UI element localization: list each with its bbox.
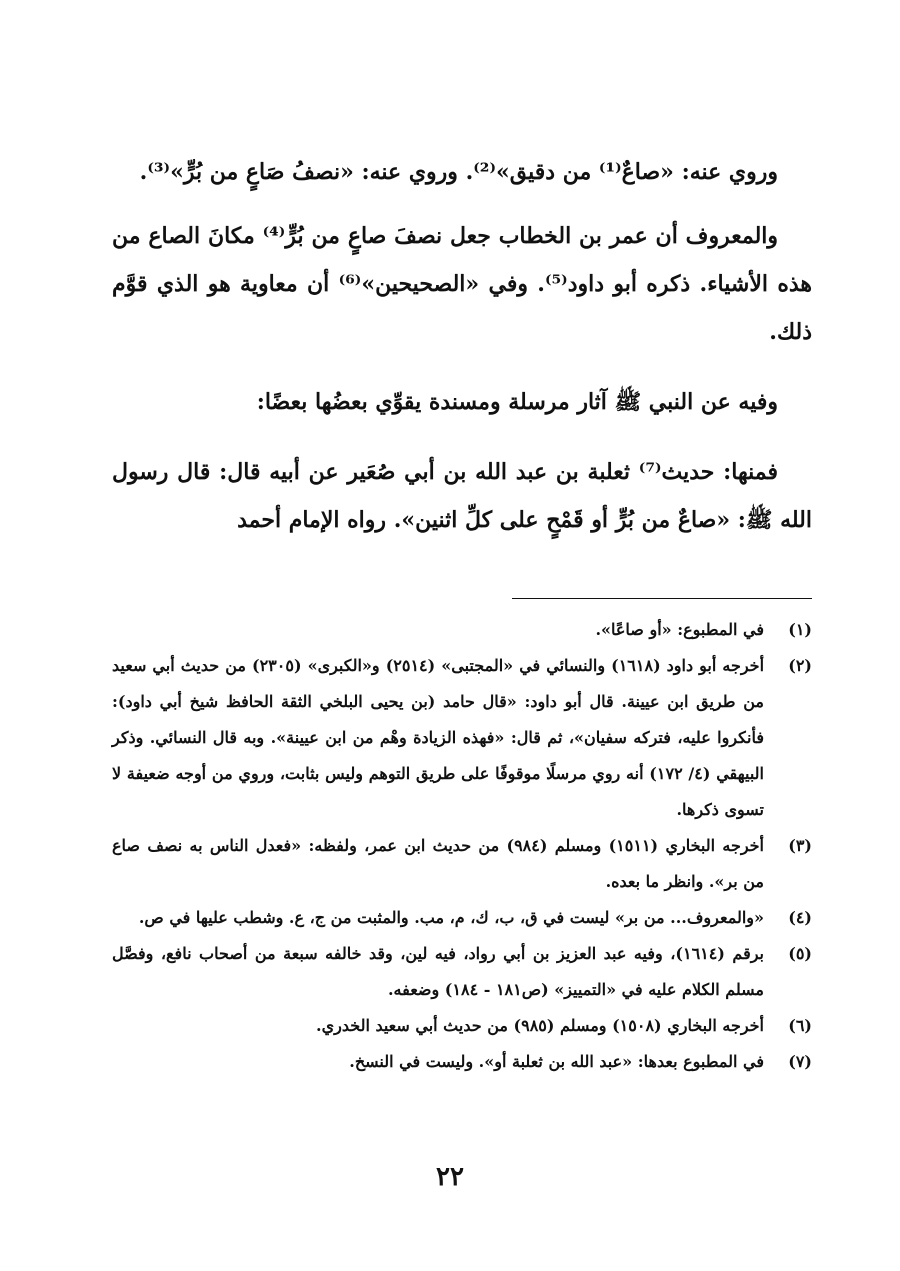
footnote xyxy=(112,1008,812,1044)
footnote-number: (١) xyxy=(788,620,812,639)
page-number: ٢٢ xyxy=(436,1162,464,1192)
footnote-number: (٥) xyxy=(788,944,812,963)
footnote-divider xyxy=(512,598,812,599)
footnote-text: «والمعروف... من بر» ليست في ق، ب، ك، م، مب. والمثبت من ج، ع. وشطب عليها في ص. xyxy=(138,908,764,927)
footnote-number: (٧) xyxy=(788,1052,812,1071)
footnote-text: برقم (١٦١٤)، وفيه عبد العزيز بن أبي رواد، فيه لين، وقد خالفه سبعة من أصحاب نافع، وفصَّل مسلم الكلام عليه في «التمييز» (ص١٨١ - ١٨٤) وضعفه. xyxy=(112,944,765,999)
footnote xyxy=(112,612,812,648)
footnote-text: أخرجه البخاري (١٥٠٨) ومسلم (٩٨٥) من حديث أبي سعيد الخدري. xyxy=(316,1016,764,1035)
paragraph: والمعروف أن عمر بن الخطاب جعل نصفَ صاعٍ من بُرٍّ⁽⁴⁾ مكانَ الصاع من هذه الأشياء. ذكره أبو داود⁽⁵⁾. وفي «الصحيحين»⁽⁶⁾ أن معاوية هو الذي قوَّم ذلك. xyxy=(112,223,812,345)
paragraph: وروي عنه: «صاعٌ⁽¹⁾ من دقيق»⁽²⁾. وروي عنه: «نصفُ صَاعٍ من بُرٍّ»⁽³⁾. xyxy=(139,159,778,185)
footnote-text: في المطبوع: «أو صاعًا». xyxy=(595,620,764,639)
footnote-number: (٦) xyxy=(788,1016,812,1035)
footnote xyxy=(112,1044,812,1080)
footnote-text: أخرجه أبو داود (١٦١٨) والنسائي في «المجتبى» (٢٥١٤) و«الكبرى» (٢٣٠٥) من حديث أبي سعيد من طريق ابن عيينة. قال أبو داود: «قال حامد (بن يحيى البلخي الثقة الحافظ شيخ أبي داود): فأنكروا عليه، فتركه سفيان»، ثم قال: «فهذه الزيادة وهْم من ابن عيينة». وبه قال النسائي. وذكر البيهقي (٤/ ١٧٢) أنه روي مرسلًا موقوفًا على طريق التوهم وليس بثابت، وروي من أوجه ضعيفة لا تسوى ذكرها. xyxy=(112,656,765,819)
footnote-text: في المطبوع بعدها: «عبد الله بن ثعلبة أو». وليست في النسخ. xyxy=(349,1052,764,1071)
main-text xyxy=(112,148,812,566)
footnote-text: أخرجه البخاري (١٥١١) ومسلم (٩٨٤) من حديث ابن عمر، ولفظه: «فعدل الناس به نصف صاع من بر». وانظر ما بعده. xyxy=(112,836,765,891)
footnote xyxy=(112,828,812,900)
footnote-number: (٣) xyxy=(788,836,812,855)
paragraph: فمنها: حديث⁽⁷⁾ ثعلبة بن عبد الله بن أبي صُعَير عن أبيه قال: قال رسول الله ﷺ: «صاعٌ من بُرٍّ أو قَمْحٍ على كلِّ اثنين». رواه الإمام أحمد xyxy=(112,459,812,533)
footnotes xyxy=(112,612,812,1080)
footnote xyxy=(112,936,812,1008)
footnote-number: (٢) xyxy=(788,656,812,675)
footnote-number: (٤) xyxy=(788,908,812,927)
paragraph: وفيه عن النبي ﷺ آثار مرسلة ومسندة يقوِّي بعضُها بعضًا: xyxy=(256,389,778,415)
footnote xyxy=(112,900,812,936)
footnote xyxy=(112,648,812,828)
